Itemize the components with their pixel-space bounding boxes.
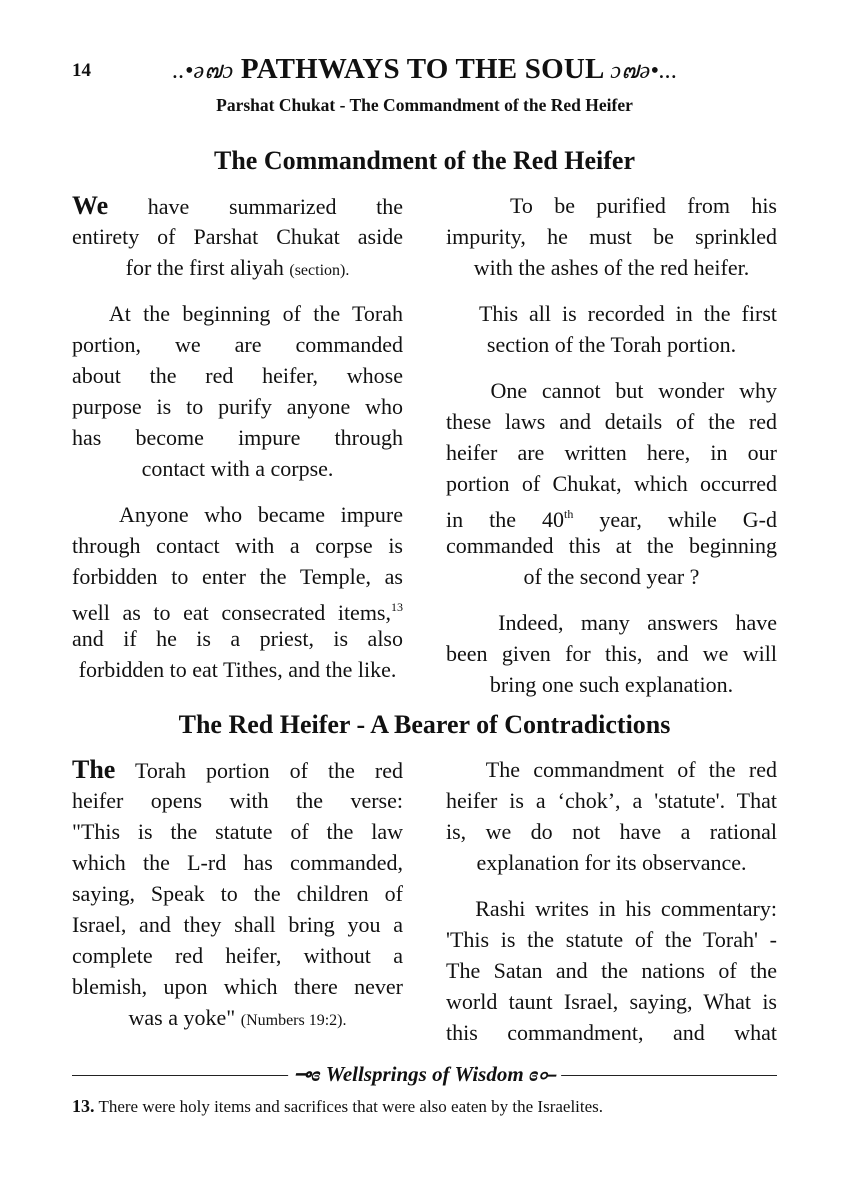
text-line: saying, Speak to the children of (72, 881, 403, 906)
paragraph (72, 499, 403, 685)
text-segment: in the 40 (446, 507, 565, 532)
text-line: The commandment of the red (446, 757, 777, 782)
paragraph (72, 190, 403, 283)
section-1-right-column (446, 190, 777, 715)
paragraph (446, 607, 777, 700)
text-segment: have summarized the (108, 194, 403, 219)
text-line: is, we do not have a rational (446, 819, 777, 844)
page-number: 14 (72, 60, 91, 81)
book-title: PATHWAYS TO THE SOUL (240, 53, 603, 85)
section-2-right-column (446, 754, 777, 1063)
text-segment: (Numbers 19:2). (240, 1012, 347, 1029)
drop-word: The (72, 755, 116, 784)
text-line: Rashi writes in his commentary: (446, 896, 777, 921)
text-line: At the beginning of the Torah (72, 301, 403, 326)
text-line: about the red heifer, whose (72, 363, 403, 388)
text-line: explanation for its observance. (476, 850, 747, 875)
text-line: heifer is a ‘chok’, a 'statute'. That (446, 788, 777, 813)
text-line: these laws and details of the red (446, 409, 777, 434)
text-segment: was a yoke" (128, 1005, 241, 1030)
text-line: through contact with a corpse is (72, 533, 403, 558)
text-line (72, 754, 403, 785)
text-line: with the ashes of the red heifer. (473, 255, 750, 280)
text-line: complete red heifer, without a (72, 943, 403, 968)
text-line: contact with a corpse. (141, 456, 334, 481)
text-segment: Torah portion of the red (115, 758, 403, 783)
text-line (72, 1002, 403, 1033)
text-line (72, 252, 403, 283)
ornament-right-icon: ɔ๗ə•... (610, 58, 678, 84)
text-line: world taunt Israel, saying, What is (446, 989, 777, 1014)
text-line: bring one such explanation. (489, 672, 734, 697)
scroll-ornament-icon: ⊸ɞ (293, 1062, 326, 1086)
paragraph (446, 893, 777, 1048)
text-segment: (section). (289, 262, 350, 279)
text-line: To be purified from his (446, 193, 777, 218)
text-line: section of the Torah portion. (486, 332, 737, 357)
text-line: Anyone who became impure (72, 502, 403, 527)
superscript: 13 (391, 600, 403, 614)
text-line: The Satan and the nations of the (446, 958, 777, 983)
text-line: this commandment, and what (446, 1020, 777, 1045)
text-line: heifer opens with the verse: (72, 788, 403, 813)
text-line: 'This is the statute of the Torah' - (446, 927, 777, 952)
paragraph (446, 375, 777, 592)
scroll-ornament-icon: ɞ⟜ (523, 1062, 556, 1086)
footnote-number: 13. (72, 1096, 95, 1116)
paragraph (72, 754, 403, 1033)
text-line: which the L-rd has commanded, (72, 850, 403, 875)
paragraph (72, 298, 403, 484)
text-line (72, 190, 403, 221)
text-line: purpose is to purify anyone who (72, 394, 403, 419)
text-line: One cannot but wonder why (446, 378, 777, 403)
text-line: forbidden to enter the Temple, as (72, 564, 403, 589)
footnote (72, 1096, 603, 1117)
text-line (72, 592, 403, 623)
text-line: forbidden to eat Tithes, and the like. (78, 657, 397, 682)
text-line: "This is the statute of the law (72, 819, 403, 844)
section-2-left-column (72, 754, 403, 1048)
paragraph (446, 298, 777, 360)
text-line: blemish, upon which there never (72, 974, 403, 999)
section-title: The Commandment of the Red Heifer (214, 146, 635, 175)
text-line: This all is recorded in the first (446, 301, 777, 326)
text-segment: for the first aliyah (125, 255, 290, 280)
paragraph (446, 190, 777, 283)
text-line: Indeed, many answers have (446, 610, 777, 635)
text-line: impurity, he must be sprinkled (446, 224, 777, 249)
superscript: th (564, 507, 574, 521)
paragraph (446, 754, 777, 878)
text-line: commanded this at the beginning (446, 533, 777, 558)
footer-ornament-title: ⊸ɞ Wellsprings of Wisdom ɞ⟜ (288, 1062, 562, 1087)
footnote-text: There were holy items and sacrifices that were also eaten by the Israelites. (94, 1097, 604, 1116)
chapter-subtitle: Parshat Chukat - The Commandment of the Red Heifer (216, 95, 633, 115)
text-line: Israel, and they shall bring you a (72, 912, 403, 937)
footer-ornament (72, 1062, 777, 1088)
text-line (446, 499, 777, 530)
text-segment: well as to eat consecrated items, (72, 600, 391, 625)
text-line: portion of Chukat, which occurred (446, 471, 777, 496)
text-line: entirety of Parshat Chukat aside (72, 224, 403, 249)
text-line: been given for this, and we will (446, 641, 777, 666)
text-line: of the second year ? (523, 564, 700, 589)
running-header (130, 50, 720, 89)
text-line: has become impure through (72, 425, 403, 450)
text-line: heifer are written here, in our (446, 440, 777, 465)
text-segment: year, while G-d (573, 507, 777, 532)
section-1-left-column (72, 190, 403, 700)
text-line: portion, we are commanded (72, 332, 403, 357)
text-line: and if he is a priest, is also (72, 626, 403, 651)
ornament-left-icon: ..•ə๗ɔ (172, 58, 234, 84)
section-title: The Red Heifer - A Bearer of Contradictions (178, 710, 671, 739)
drop-word: We (72, 191, 109, 220)
